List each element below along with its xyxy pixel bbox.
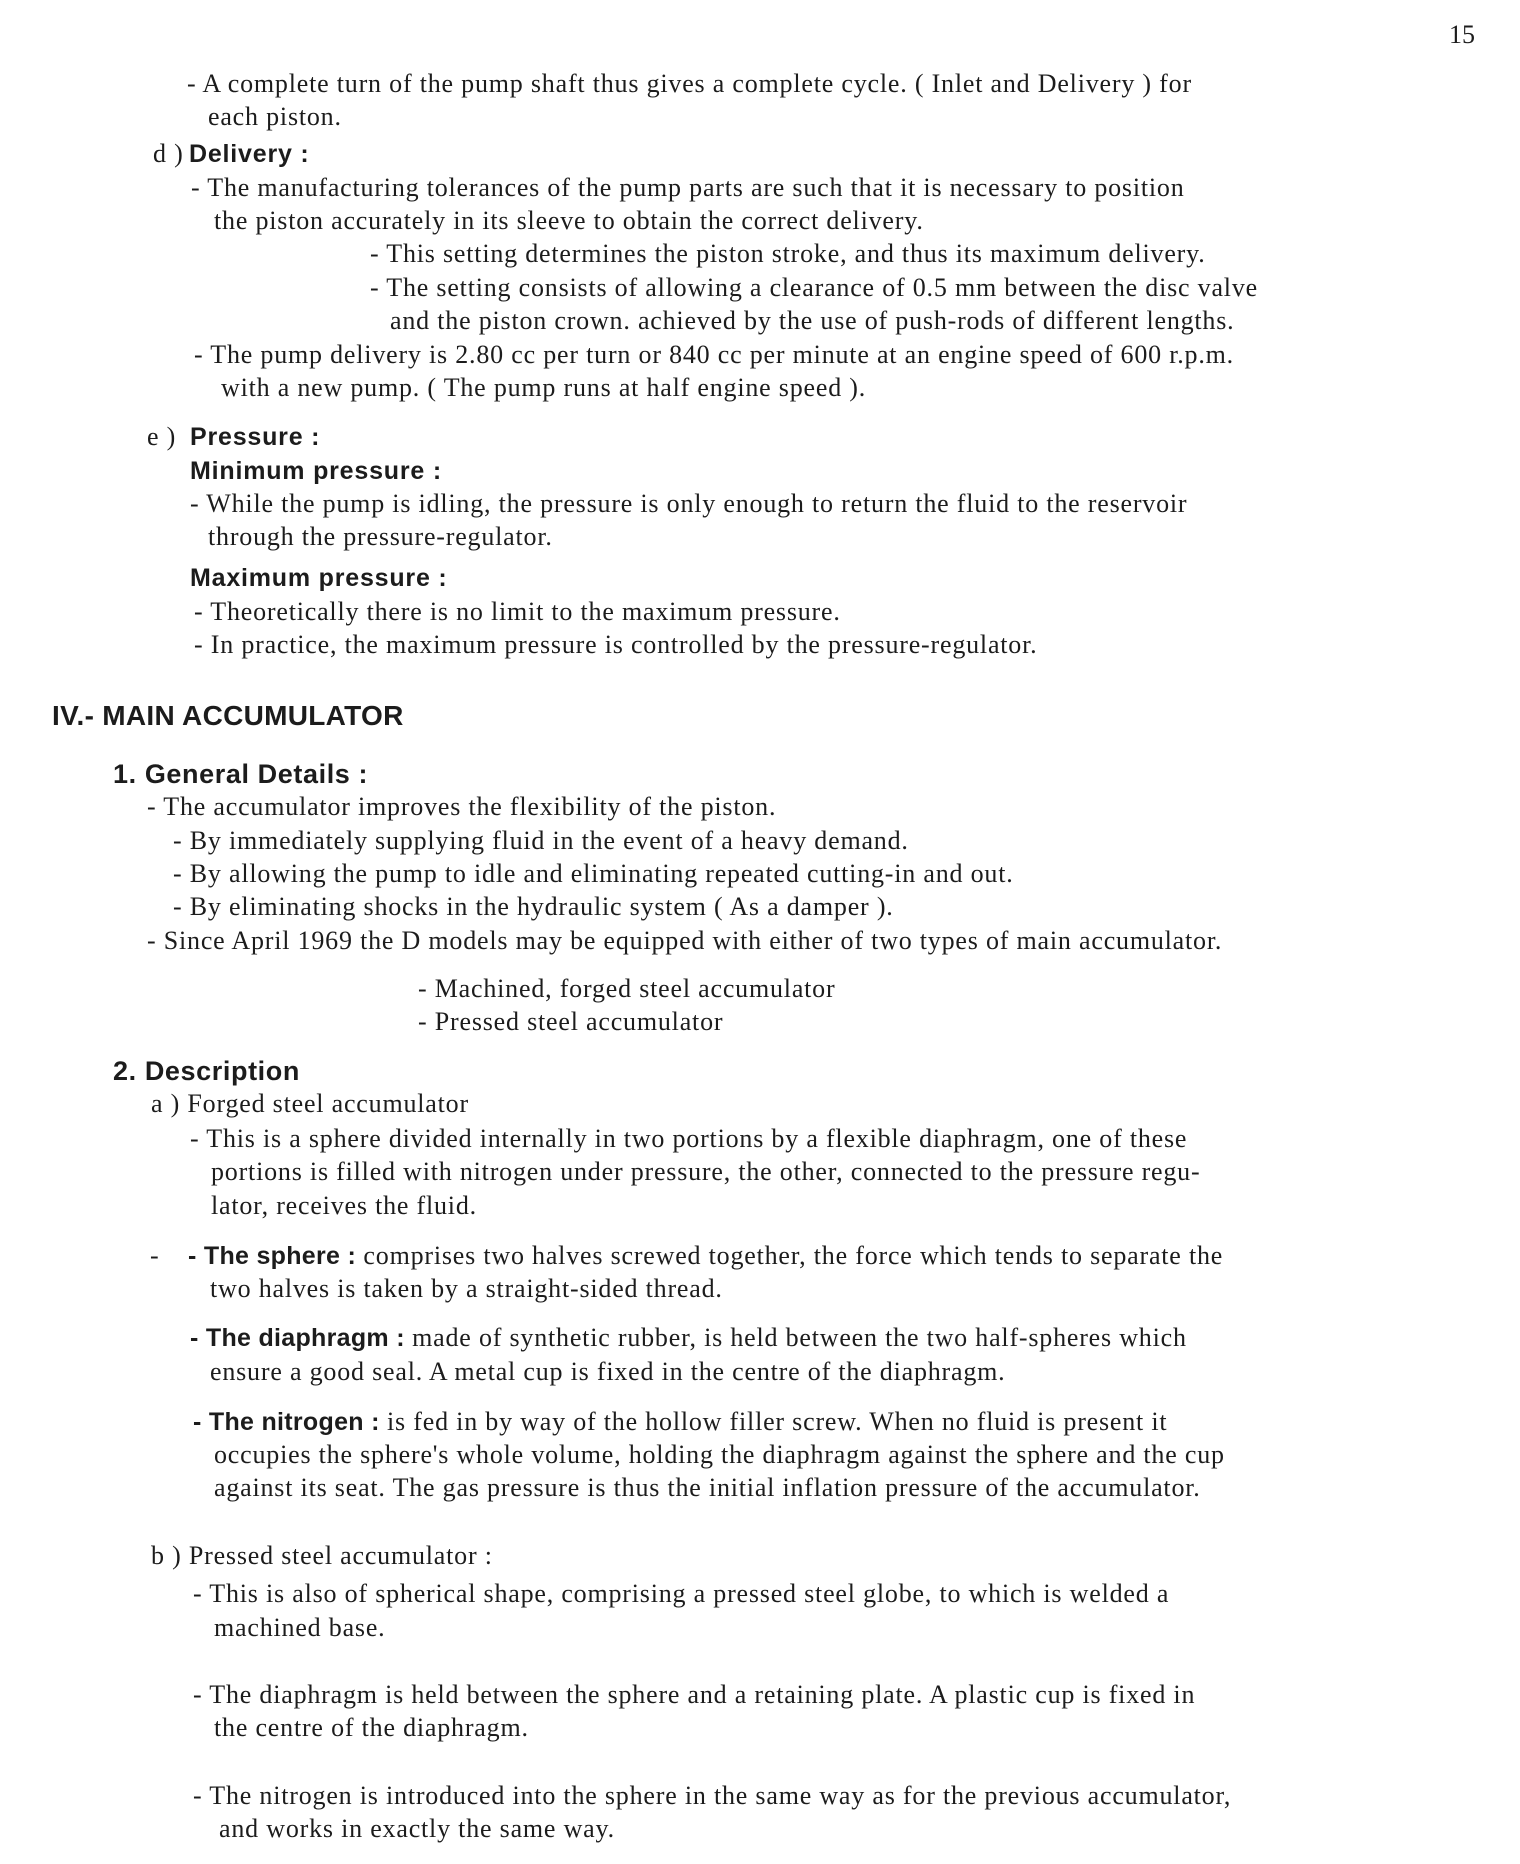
pressed-line: the centre of the diaphragm.	[214, 1713, 529, 1742]
general-line: - By eliminating shocks in the hydraulic system ( As a damper ).	[173, 892, 894, 921]
sphere-line	[188, 1240, 1223, 1272]
nitrogen-label: - The nitrogen :	[193, 1408, 380, 1436]
diaphragm-line	[190, 1322, 1187, 1354]
forged-line: lator, receives the fluid.	[211, 1191, 477, 1220]
accumulator-type-item: - Machined, forged steel accumulator	[418, 974, 836, 1003]
pressed-line: - The nitrogen is introduced into the sphere in the same way as for the previous accumulator,	[193, 1781, 1232, 1810]
diaphragm-line: ensure a good seal. A metal cup is fixed in the centre of the diaphragm.	[210, 1357, 1006, 1386]
nitrogen-line	[193, 1406, 1167, 1438]
maximum-pressure-line: - In practice, the maximum pressure is controlled by the pressure-regulator.	[194, 630, 1038, 659]
cycle-line: - A complete turn of the pump shaft thus gives a complete cycle. ( Inlet and Delivery ) for	[187, 69, 1192, 98]
nitrogen-line: occupies the sphere's whole volume, holding the diaphragm against the sphere and the cup	[214, 1440, 1225, 1469]
sphere-text: comprises two halves screwed together, the force which tends to separate the	[356, 1241, 1224, 1270]
cycle-line: each piston.	[208, 102, 342, 131]
delivery-line: - The pump delivery is 2.80 cc per turn or 840 cc per minute at an engine speed of 600 r.p.m.	[194, 340, 1234, 369]
pressure-marker: e )	[147, 422, 177, 451]
general-line: - Since April 1969 the D models may be equipped with either of two types of main accumulator.	[147, 926, 1223, 955]
delivery-line: the piston accurately in its sleeve to obtain the correct delivery.	[214, 206, 924, 235]
sphere-label: - The sphere :	[188, 1242, 357, 1270]
minimum-pressure-heading: Minimum pressure :	[190, 457, 442, 485]
pressure-heading: Pressure :	[190, 423, 321, 451]
diaphragm-label: - The diaphragm :	[190, 1324, 405, 1352]
maximum-pressure-heading: Maximum pressure :	[190, 564, 448, 592]
nitrogen-line: against its seat. The gas pressure is thus the initial inflation pressure of the accumulator.	[214, 1473, 1201, 1502]
pressed-line: and works in exactly the same way.	[219, 1814, 615, 1843]
accumulator-type-item: - Pressed steel accumulator	[418, 1007, 724, 1036]
minimum-pressure-line: through the pressure-regulator.	[208, 522, 553, 551]
nitrogen-text: is fed in by way of the hollow filler screw. When no fluid is present it	[379, 1407, 1168, 1436]
forged-line: portions is filled with nitrogen under pressure, the other, connected to the pressure regu-	[211, 1157, 1201, 1186]
pressed-line: - The diaphragm is held between the sphere and a retaining plate. A plastic cup is fixed in	[193, 1680, 1196, 1709]
sphere-line: two halves is taken by a straight-sided thread.	[210, 1274, 723, 1303]
page-number: 15	[1449, 20, 1475, 49]
general-line: - By allowing the pump to idle and eliminating repeated cutting-in and out.	[173, 859, 1014, 888]
forged-accumulator-heading: a ) Forged steel accumulator	[151, 1089, 469, 1118]
margin-dash: -	[150, 1241, 160, 1270]
delivery-marker: d )	[153, 139, 184, 168]
minimum-pressure-line: - While the pump is idling, the pressure is only enough to return the fluid to the reservoir	[190, 489, 1188, 518]
forged-line: - This is a sphere divided internally in two portions by a flexible diaphragm, one of these	[190, 1124, 1188, 1153]
delivery-line: - The manufacturing tolerances of the pump parts are such that it is necessary to position	[191, 173, 1185, 202]
description-heading: 2. Description	[113, 1056, 300, 1086]
delivery-line: and the piston crown. achieved by the use of push-rods of different lengths.	[390, 306, 1235, 335]
pressed-line: - This is also of spherical shape, comprising a pressed steel globe, to which is welded a	[193, 1579, 1170, 1608]
diaphragm-text: made of synthetic rubber, is held between the two half-spheres which	[404, 1323, 1187, 1352]
delivery-line: - This setting determines the piston stroke, and thus its maximum delivery.	[370, 239, 1206, 268]
delivery-line: with a new pump. ( The pump runs at half engine speed ).	[221, 373, 867, 402]
general-line: - The accumulator improves the flexibility of the piston.	[147, 792, 777, 821]
pressed-accumulator-heading: b ) Pressed steel accumulator :	[151, 1541, 493, 1570]
delivery-heading: Delivery :	[189, 140, 310, 168]
pressed-line: machined base.	[214, 1613, 386, 1642]
maximum-pressure-line: - Theoretically there is no limit to the maximum pressure.	[194, 597, 841, 626]
general-line: - By immediately supplying fluid in the event of a heavy demand.	[173, 826, 909, 855]
general-details-heading: 1. General Details :	[113, 759, 369, 789]
delivery-line: - The setting consists of allowing a clearance of 0.5 mm between the disc valve	[370, 273, 1258, 302]
section-heading: IV.- MAIN ACCUMULATOR	[52, 700, 404, 731]
